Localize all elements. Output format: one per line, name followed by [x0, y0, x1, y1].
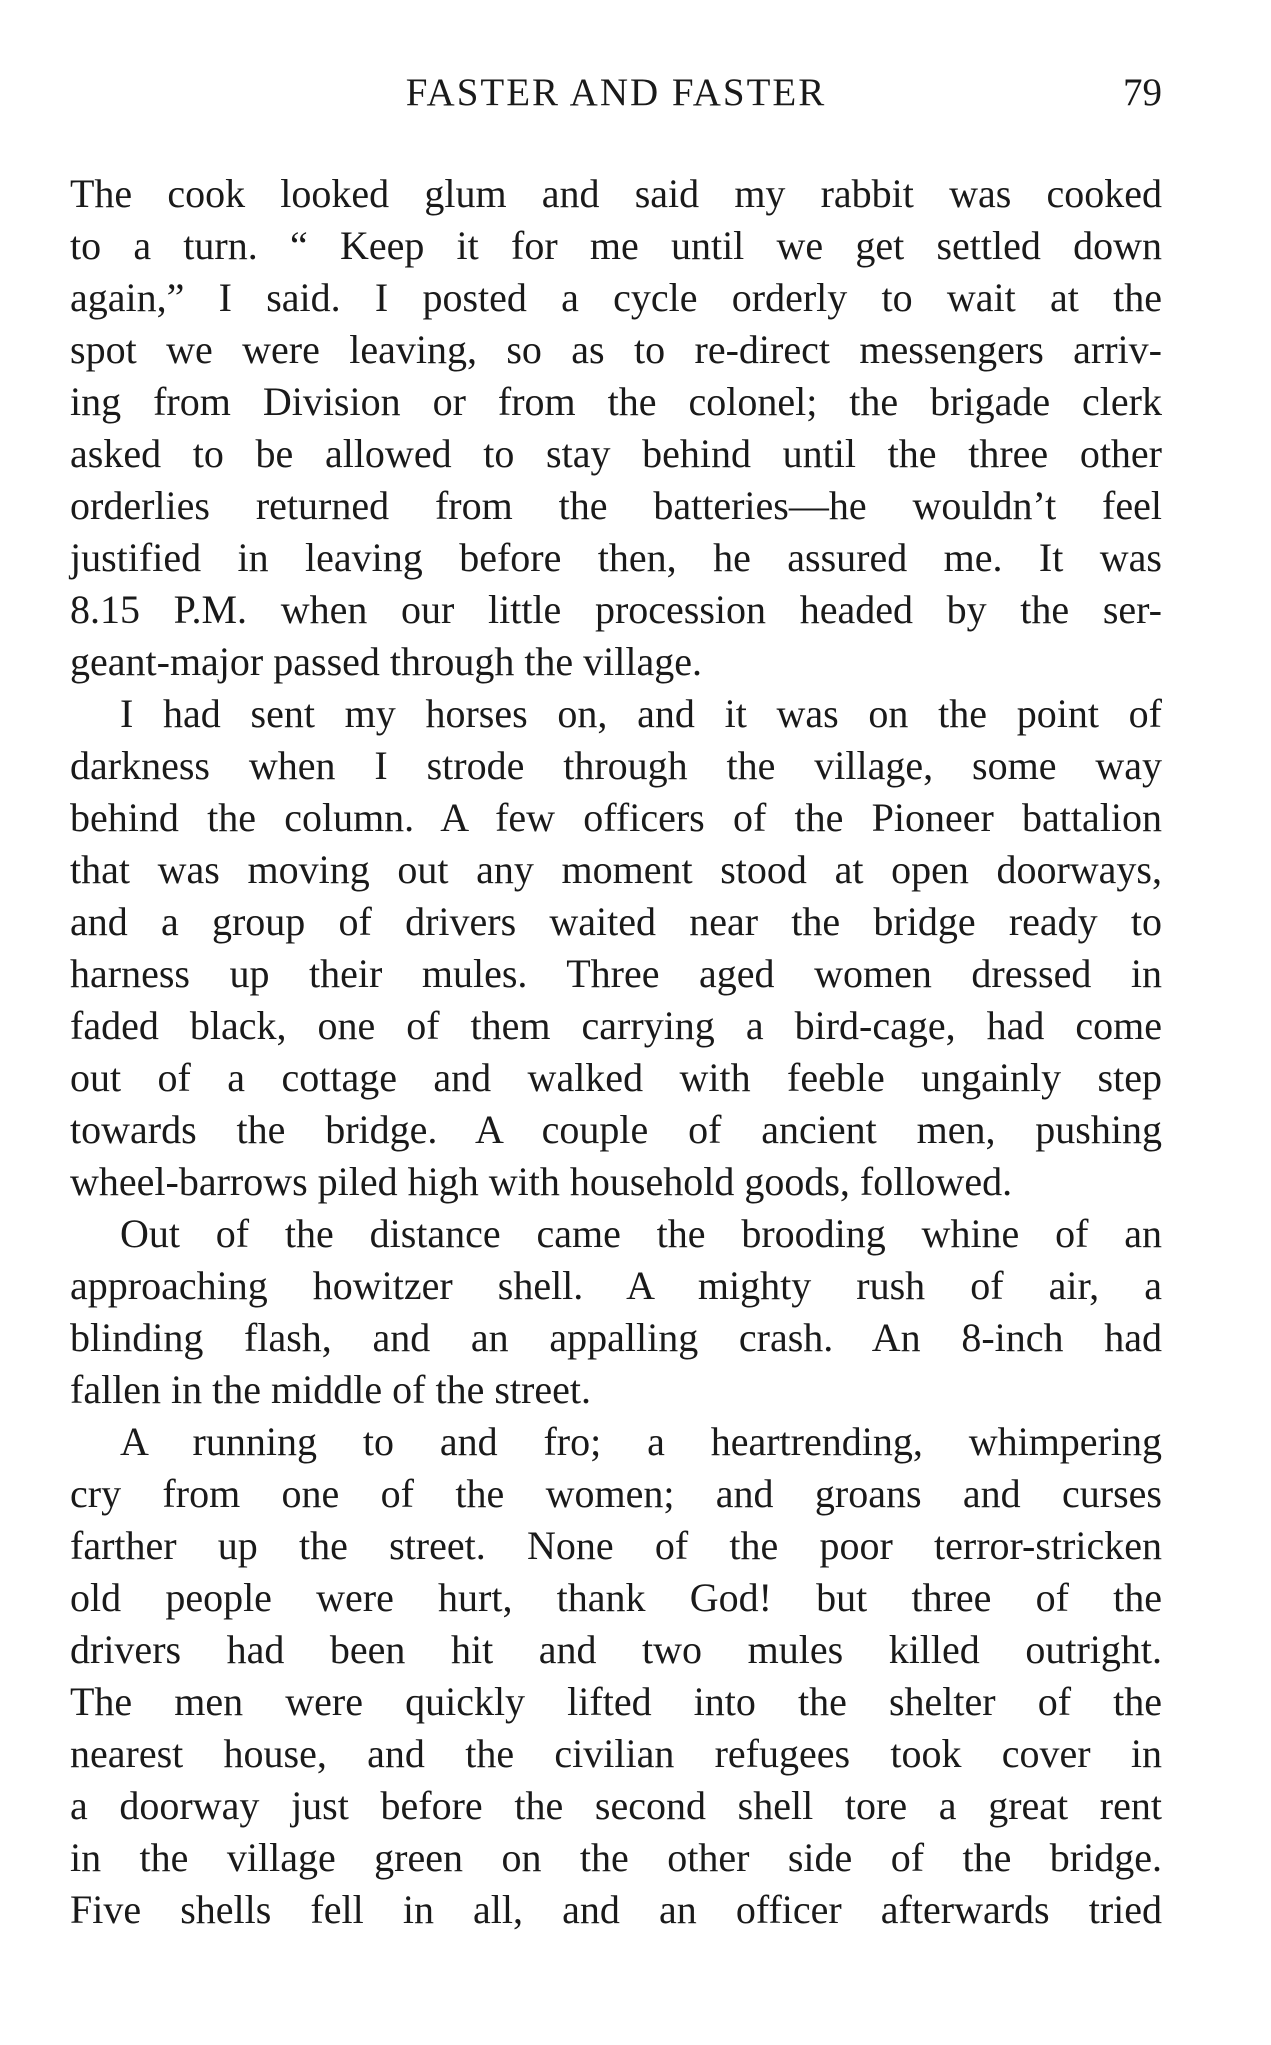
text-line: justified in leaving before then, he assured me. It was	[70, 535, 1162, 580]
text-line: in the village green on the other side of the bridge.	[70, 1835, 1162, 1880]
running-head	[70, 68, 1162, 118]
text-line: a doorway just before the second shell tore a great rent	[70, 1783, 1162, 1828]
text-line: ing from Division or from the colonel; the brigade clerk	[70, 379, 1162, 424]
text-line: orderlies returned from the batteries—he wouldn’t feel	[70, 483, 1162, 528]
text-line: old people were hurt, thank God! but three of the	[70, 1575, 1162, 1620]
text-line: The men were quickly lifted into the shelter of the	[70, 1679, 1162, 1724]
text-line: cry from one of the women; and groans and curses	[70, 1471, 1162, 1516]
text-line: The cook looked glum and said my rabbit was cooked	[70, 171, 1162, 216]
text-line: A running to and fro; a heartrending, whimpering	[120, 1419, 1162, 1464]
text-line: faded black, one of them carrying a bird-cage, had come	[70, 1003, 1162, 1048]
text-line: to a turn. “ Keep it for me until we get settled down	[70, 223, 1162, 268]
text-line: nearest house, and the civilian refugees took cover in	[70, 1731, 1162, 1776]
text-line: spot we were leaving, so as to re-direct messengers arriv-	[70, 327, 1162, 372]
text-line: I had sent my horses on, and it was on the point of	[120, 691, 1162, 736]
text-line: that was moving out any moment stood at open doorways,	[70, 847, 1162, 892]
body-text	[70, 168, 1162, 1936]
page-number: 79	[1123, 71, 1162, 114]
text-line: and a group of drivers waited near the bridge ready to	[70, 899, 1162, 944]
text-line: darkness when I strode through the village, some way	[70, 743, 1162, 788]
text-line: wheel-barrows piled high with household goods, followed.	[70, 1159, 1013, 1204]
running-title: FASTER AND FASTER	[405, 71, 827, 114]
text-line: Out of the distance came the brooding whine of an	[120, 1211, 1162, 1256]
text-line: approaching howitzer shell. A mighty rush of air, a	[70, 1263, 1162, 1308]
text-line: fallen in the middle of the street.	[70, 1367, 591, 1412]
text-line: drivers had been hit and two mules killed outright.	[70, 1627, 1162, 1672]
text-line: geant-major passed through the village.	[70, 639, 703, 684]
text-line: Five shells fell in all, and an officer afterwards tried	[70, 1887, 1162, 1932]
text-line: asked to be allowed to stay behind until the three other	[70, 431, 1162, 476]
text-line: harness up their mules. Three aged women dressed in	[70, 951, 1162, 996]
text-line: behind the column. A few officers of the Pioneer battalion	[70, 795, 1162, 840]
text-line: again,” I said. I posted a cycle orderly to wait at the	[70, 275, 1162, 320]
text-line: 8.15 P.M. when our little procession headed by the ser-	[70, 587, 1162, 632]
text-line: farther up the street. None of the poor terror-stricken	[70, 1523, 1162, 1568]
text-line: towards the bridge. A couple of ancient men, pushing	[70, 1107, 1162, 1152]
text-line: blinding flash, and an appalling crash. An 8-inch had	[70, 1315, 1162, 1360]
text-line: out of a cottage and walked with feeble ungainly step	[70, 1055, 1162, 1100]
